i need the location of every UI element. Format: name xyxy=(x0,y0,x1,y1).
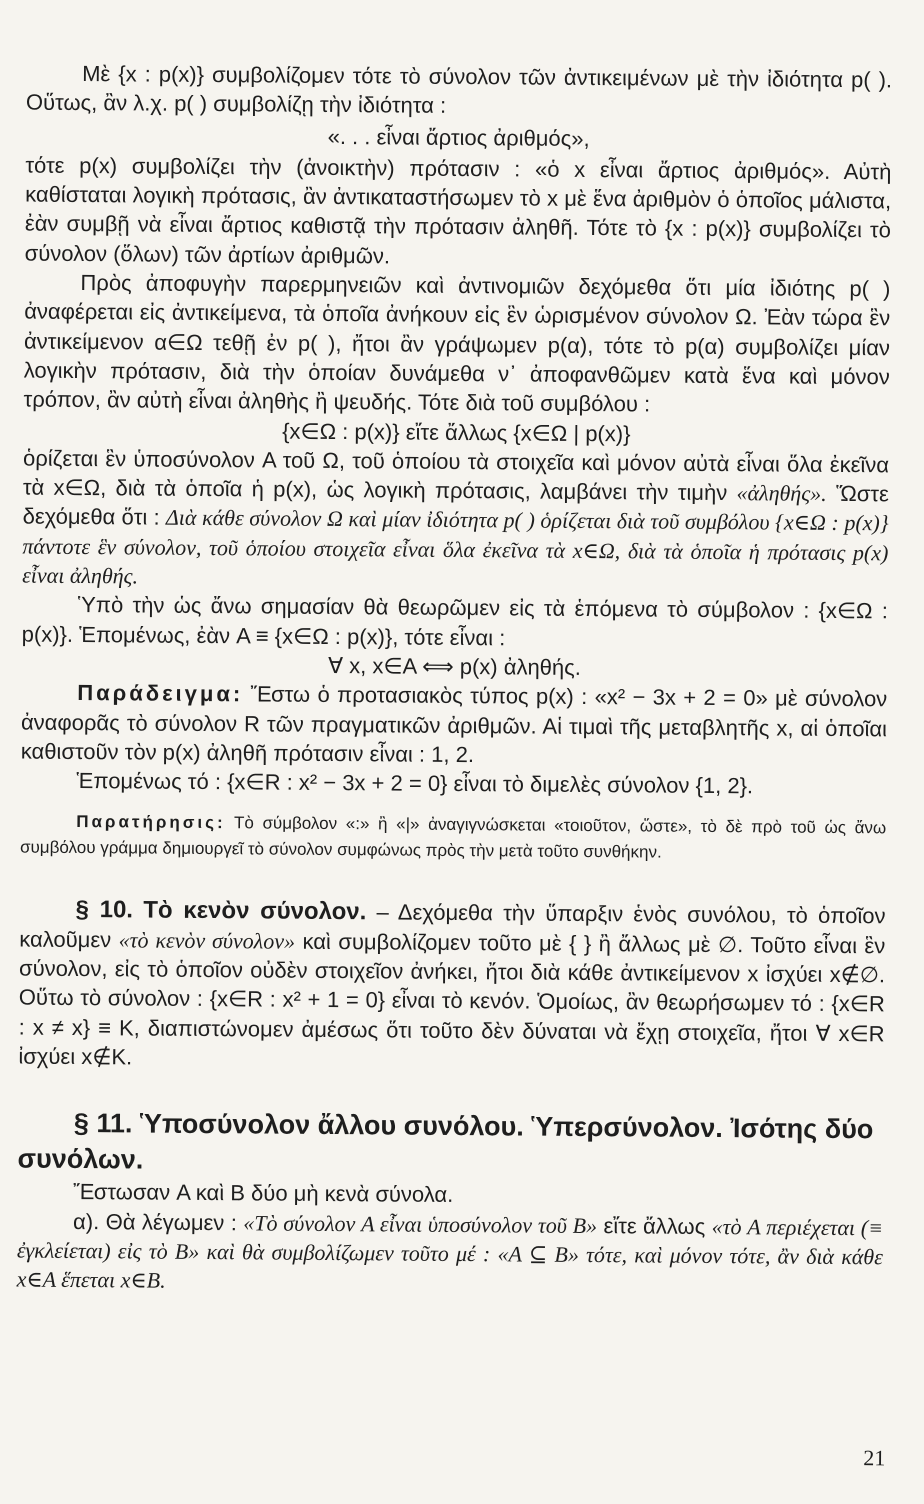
section-10 xyxy=(18,895,885,1078)
quote-line: «. . . εἶναι ἄρτιος ἀριθμός», xyxy=(327,123,590,151)
example-text: Ἔστω ὁ προτασιακὸς τύπος p(x) : «x² − 3x + 2 = 0» μὲ σύνολον ἀναφορᾶς τὸ σύνολον R τῶν πραγματικῶν ἀριθμῶν. Αἱ τιμαὶ τῆς μεταβλητῆς x, αἱ ὁποῖαι καθιστοῦν τὸν p(x) ἀληθῆ πρότασιν εἶναι : 1, 2. xyxy=(20,681,888,767)
example-paragraph xyxy=(21,678,888,773)
paragraph-symbol-usage: Ὑπὸ τὴν ὡς ἄνω σημασίαν θὰ θεωρῶμεν εἰς τὰ ἑπόμενα τὸ σύμβολον : {x∈Ω : p(x)}. Ἑπομένως, ἐὰν A ≡ {x∈Ω : p(x)}, τότε εἶναι : xyxy=(21,592,889,650)
section-11-title: § 11. Ὑποσύνολον ἄλλου συνόλου. Ὑπερσύνολον. Ἰσότης δύο συνόλων. xyxy=(17,1108,874,1175)
section-10-text: – Δεχόμεθα τὴν ὕπαρξιν ἑνὸς συνόλου, τὸ ὁποῖον καλοῦμεν xyxy=(19,899,886,952)
set-builder-symbol: {x∈Ω : p(x)} εἴτε ἄλλως {x∈Ω | p(x)} xyxy=(282,418,631,446)
axiom-statement: Διὰ κάθε σύνολον Ω καὶ μίαν ἰδιότητα p( ) ὁρίζεται διὰ τοῦ συμβόλου {x∈Ω : p(x)} πάντοτε ἓν σύνολον, τοῦ ὁποίου στοιχεῖα εἶναι ὅλα ἐκεῖνα τὰ x∈Ω, διὰ τὰ ὁποῖα ἡ πρότασις p(x) εἶναι ἀληθής. xyxy=(22,505,889,589)
remark-text: Τὸ σύμβολον «:» ἢ «|» ἀναγιγνώσκεται «τοιοῦτον, ὥστε», τὸ δὲ πρὸ τοῦ ὡς ἄνω συμβόλου γράμμα δημιουργεῖ τὸ σύνολον συμφώνως πρὸς τὴν μετὰ τοῦτο συνθήκην. xyxy=(19,813,887,862)
acceptance-text: Ὥστε δεχόμεθα ὅτι : xyxy=(22,481,889,531)
subset-definition-italic-2: «τὸ A περιέχεται (≡ ἐγκλείεται) εἰς τὸ B» καὶ θὰ συμβολίζωμεν τοῦτο μέ : «A ⊆ B» τότε, καὶ μόνον τότε, ἂν διὰ κάθε x∈A ἕπεται x∈B. xyxy=(16,1213,884,1293)
membership-formula: ∀ x, x∈A ⟺ p(x) ἀληθής. xyxy=(327,652,582,680)
example-label: Παράδειγμα: xyxy=(77,680,244,707)
paragraph-open-proposition: τότε p(x) συμβολίζει τὴν (ἀνοικτὴν) πρότασιν : «ὁ x εἶναι ἄρτιος ἀριθμός». Αὐτὴ καθίσταται λογικὴ πρότασις, ἂν ἀντικαταστήσωμεν τὸ x μὲ ἕνα ἀριθμὸν ὁ ὁποῖος μάλιστα, ἐὰν συμβῇ νὰ εἶναι ἄρτιος καθιστᾷ τὴν πρότασιν ἀληθῆ. Τότε τὸ {x : p(x)} συμβολίζει τὸ σύνολον (ὅλων) τῶν ἀρτίων ἀριθμῶν. xyxy=(24,152,892,269)
paragraph-intro: Μὲ {x : p(x)} συμβολίζομεν τότε τὸ σύνολον τῶν ἀντικειμένων μὲ τὴν ἰδιότητα p( ). Οὕτως, ἂν λ.χ. p( ) συμβολίζῃ τὴν ἰδιότητα : xyxy=(25,61,893,119)
section-10-title: Τὸ κενὸν σύνολον. xyxy=(143,896,367,926)
paragraph-subset-definition xyxy=(22,443,889,596)
page-number: 21 xyxy=(863,1445,886,1471)
section-10-text-continued: καὶ συμβολίζομεν τοῦτο μὲ { } ἢ ἄλλως μὲ ∅. Τοῦτο εἶναι ἓν σύνολον, εἰς τὸ ὁποῖον οὐδὲν στοιχεῖον ἀνήκει, ἤτοι διὰ κάθε ἀντικείμενον x ἰσχύει x∉∅. Οὕτω τὸ σύνολον : {x∈R : x² + 1 = 0} εἶναι τὸ κενόν. Ὁμοίως, ἂν θεωρήσωμεν τό : {x∈R : x ≠ x} ≡ K, διαπιστώνομεν ἀμέσως ὅτι τοῦτο δὲν δύναται νὰ ἔχῃ στοιχεῖα, ἤτοι ∀ x∈R ἰσχύει x∉K. xyxy=(18,928,886,1070)
subset-definition-text: ὁρίζεται ἓν ὑποσύνολον A τοῦ Ω, τοῦ ὁποίου τὰ στοιχεῖα καὶ μόνον αὐτὰ εἶναι ὅλα ἐκεῖνα τὰ x∈Ω, διὰ τὰ ὁποῖα ἡ p(x), ὡς λογικὴ πρότασις, λαμβάνει τὴν τιμὴν xyxy=(22,445,890,506)
subset-definition-start: α). Θὰ λέγωμεν : xyxy=(73,1208,238,1235)
remark-label: Παρατήρησις: xyxy=(76,812,226,833)
subset-definition xyxy=(17,1206,884,1301)
subset-definition-italic: «Τὸ σύνολον A εἶναι ὑποσύνολον τοῦ B» xyxy=(243,1209,598,1238)
section-10-number: § 10. xyxy=(75,896,134,924)
paragraph-property-definition: Πρὸς ἀποφυγὴν παρερμηνειῶν καὶ ἀντινομιῶν δεχόμεθα ὅτι μία ἰδιότης p( ) ἀναφέρεται εἰς ἀντικείμενα, τὰ ὁποῖα ἀνήκουν εἰς ἓν ὡρισμένον σύνολον Ω. Ἐὰν τώρα ἓν ἀντικείμενον α∈Ω τεθῇ ἐν p( ), ἤτοι ἂν γράψωμεν p(α), τότε τὸ p(α) συμβολίζει μίαν λογικὴν πρότασιν, διὰ τὴν ὁποίαν δυνάμεθα ν᾽ ἀποφανθῶμεν κατὰ ἕνα καὶ μόνον τρόπον, ἂν αὐτὴ εἶναι ἀληθὴς ἢ ψευδής. Τότε διὰ τοῦ συμβόλου : xyxy=(23,270,891,417)
section-11-intro: Ἔστωσαν A καὶ B δύο μὴ κενὰ σύνολα. xyxy=(73,1179,454,1208)
subset-definition-mid: εἴτε ἄλλως xyxy=(603,1212,706,1239)
truth-value: «ἀληθής». xyxy=(736,480,827,507)
example-conclusion: Ἑπομένως τό : {x∈R : x² − 3x + 2 = 0} εἶναι τὸ διμελὲς σύνολον {1, 2}. xyxy=(76,768,754,799)
remark-paragraph xyxy=(20,809,886,868)
empty-set-name: «τὸ κενὸν σύνολον» xyxy=(118,927,296,954)
